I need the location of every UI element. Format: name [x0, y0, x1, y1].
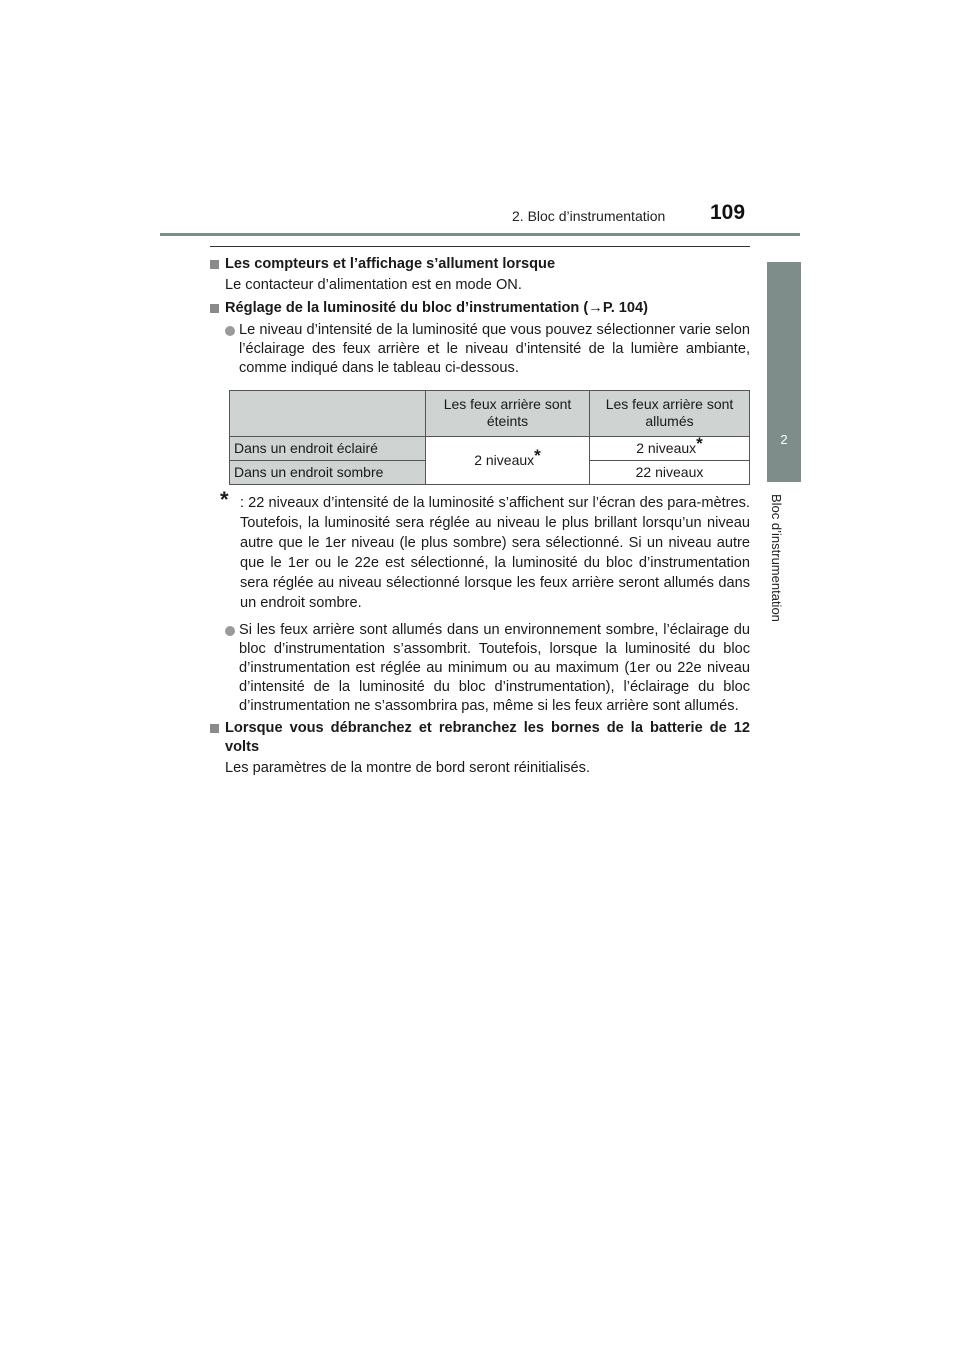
- footnote: [210, 487, 750, 613]
- round-bullet-icon: [225, 326, 235, 336]
- table-cell-value: 2 niveaux: [636, 440, 697, 456]
- round-bullet-icon: [225, 626, 235, 636]
- table-header-cell: Les feux arrière sont allumés: [590, 391, 750, 437]
- chapter-title: Bloc d’instrumentation: [769, 494, 784, 622]
- section-heading-text: Les compteurs et l’affichage s’allument lorsque: [225, 256, 556, 272]
- header-rule: [160, 233, 800, 236]
- table-header-cell: Les feux arrière sont éteints: [426, 391, 590, 437]
- square-bullet-icon: [210, 724, 219, 733]
- page-number: 109: [710, 201, 746, 224]
- table-header-row: [230, 391, 750, 437]
- bullet-text: Le niveau d’intensité de la luminosité que vous pouvez sélectionner varie selon l’éclairage des feux arrière et le niveau d’intensité de la lumière ambiante, comme indiqué dans le tableau ci-dessous.: [239, 322, 750, 376]
- table-corner-cell: [230, 391, 426, 437]
- section-heading: [210, 719, 750, 757]
- section-heading-text: Réglage de la luminosité du bloc d’instrumentation (→P. 104): [225, 300, 649, 316]
- section-heading-text: Lorsque vous débranchez et rebranchez les bornes de la batterie de 12 volts: [225, 720, 750, 755]
- section-heading: [210, 255, 750, 274]
- asterisk-mark: *: [534, 446, 541, 465]
- table-cell: 22 niveaux: [590, 461, 750, 485]
- asterisk-mark: *: [220, 487, 229, 512]
- section-heading: [210, 299, 750, 318]
- section-body: Le contacteur d’alimentation est en mode ON.: [225, 277, 522, 293]
- table-row-label: Dans un endroit éclairé: [230, 437, 426, 461]
- bullet-text: Si les feux arrière sont allumés dans un environnement sombre, l’éclairage du bloc d’instrumentation s’assombrit. Toutefois, lorsque la luminosité du bloc d’instrumentation est réglée au minimum ou au maximum (1er ou 22e niveau d’intensité de la luminosité du bloc d’instrumentation), l’éclairage du bloc d’instrumentation ne s’assombrira pas, même si les feux arrière sont allumés.: [239, 622, 750, 714]
- page-content: [210, 246, 750, 782]
- sidebar-tab-bar: [767, 262, 801, 422]
- square-bullet-icon: [210, 304, 219, 313]
- table-cell: [590, 434, 750, 461]
- content-rule: [210, 246, 750, 247]
- bullet-item: [210, 321, 750, 378]
- footnote-text: : 22 niveaux d’intensité de la luminosité s’affichent sur l’écran des para-mètres. Toutefois, la luminosité sera réglée au niveau le plus brillant lorsqu’un niveau autre que le 1er niveau (le plus sombre) sera sélectionné. Si un niveau autre que le 1er ou le 22e est sélectionné, la luminosité du bloc d’instrumentation sera réglée au niveau sélectionné lorsque les feux arrière seront allumés dans un endroit sombre.: [240, 495, 750, 611]
- table-cell-value: 2 niveaux: [474, 452, 535, 468]
- bullet-item: [210, 621, 750, 716]
- table-row-label: Dans un endroit sombre: [230, 461, 426, 485]
- square-bullet-icon: [210, 260, 219, 269]
- luminosity-table: [229, 390, 750, 485]
- asterisk-mark: *: [696, 434, 703, 453]
- sidebar-tab-number-box: [767, 422, 801, 482]
- section-body: Les paramètres de la montre de bord seront réinitialisés.: [225, 760, 591, 776]
- chapter-number: 2: [780, 432, 788, 447]
- table-cell-merged: [426, 437, 590, 485]
- running-header-section: 2. Bloc d’instrumentation: [512, 208, 666, 224]
- table-row: [230, 437, 750, 461]
